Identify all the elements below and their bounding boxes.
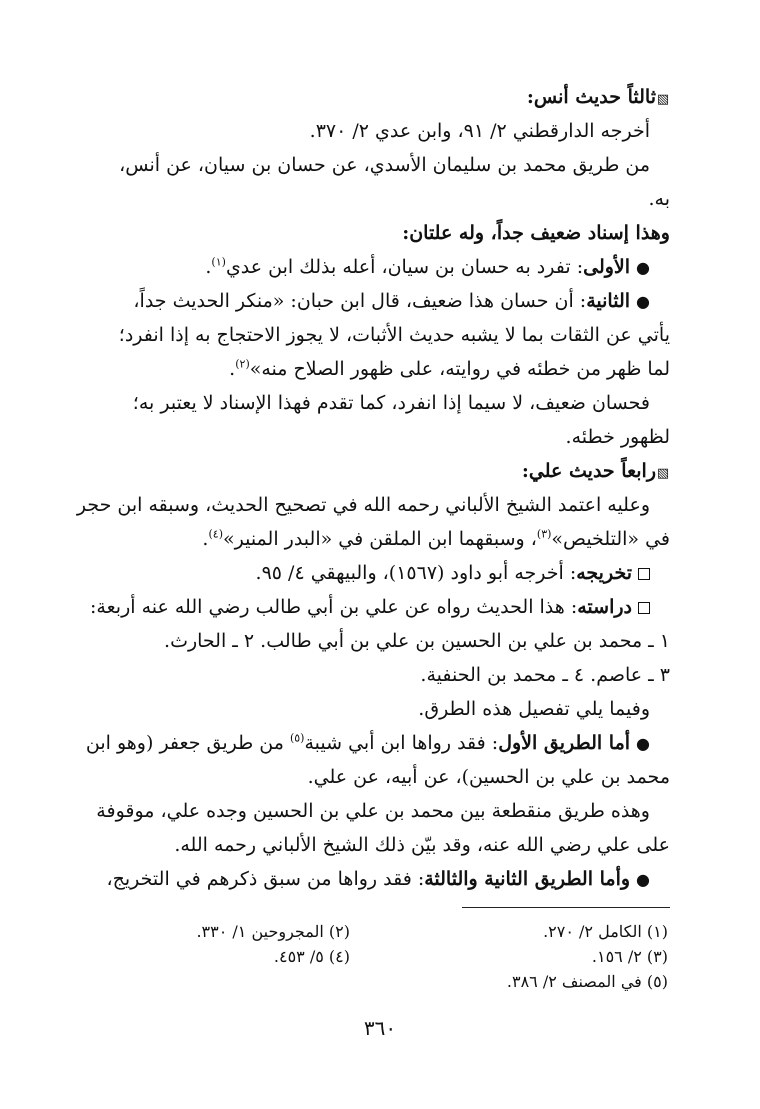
- footnote-ref: (٥): [289, 731, 305, 745]
- section-marker-icon: ▧: [656, 466, 670, 481]
- lead-term: وأما الطريق الثانية والثالثة: [424, 868, 631, 890]
- body-text: [66, 80, 670, 900]
- line-text: يأتي عن الثقات بما لا يشبه حديث الأثبات، لا يجوز الاحتجاج به إذا انفرد؛: [118, 324, 670, 346]
- line-text: : أخرجه أبو داود (١٥٦٧)، والبيهقي ٤/ ٩٥.: [255, 562, 577, 584]
- text-line: [66, 726, 670, 760]
- line-text: لما ظهر من خطئه في روايته، على ظهور الصلاح منه»: [249, 358, 670, 380]
- lead-term: دراسته: [577, 596, 632, 618]
- line-text-tail: ، وسبقهما ابن الملقن في «البدر المنير»: [222, 528, 537, 550]
- line-text: ١ ـ محمد بن علي بن الحسين بن علي بن أبي طالب. ٢ ـ الحارث.: [164, 630, 670, 652]
- text-line: [66, 182, 670, 216]
- lead-term: الأولى: [583, 256, 631, 278]
- text-line: [66, 420, 670, 454]
- text-line: [66, 590, 670, 624]
- line-text: في «التلخيص»: [551, 528, 670, 550]
- bullet-icon: ●: [636, 870, 650, 889]
- footnote-1: (١) الكامل ٢/ ٢٧٠.: [543, 922, 668, 941]
- square-bullet-icon: [638, 602, 650, 614]
- text-line: [66, 794, 670, 828]
- text-line: [66, 454, 670, 488]
- text-line: [66, 148, 670, 182]
- line-text: أخرجه الدارقطني ٢/ ٩١، وابن عدي ٢/ ٣٧٠.: [309, 120, 650, 142]
- square-bullet-icon: [638, 568, 650, 580]
- lead-term: أما الطريق الأول: [498, 732, 631, 754]
- section-marker-icon: ▧: [656, 92, 670, 107]
- footnote-3: (٣) ٢/ ١٥٦.: [591, 947, 668, 966]
- text-line: [66, 250, 670, 284]
- text-line: [66, 216, 670, 250]
- line-text: : فقد رواها من سبق ذكرهم في التخريج،: [106, 868, 425, 890]
- text-line: [66, 352, 670, 386]
- line-text: ٣ ـ عاصم. ٤ ـ محمد بن الحنفية.: [420, 664, 670, 686]
- line-text: : أن حسان هذا ضعيف، قال ابن حبان: «منكر الحديث جداً،: [133, 290, 587, 312]
- line-text: لظهور خطئه.: [565, 426, 670, 448]
- lead-term: تخريجه: [576, 562, 632, 584]
- line-text: : فقد رواها ابن أبي شيبة: [304, 732, 499, 754]
- line-text-tail: .: [205, 256, 212, 278]
- footnote-5: (٥) في المصنف ٢/ ٣٨٦.: [506, 972, 668, 991]
- line-text: وعليه اعتمد الشيخ الألباني رحمه الله في تصحيح الحديث، وسبقه ابن حجر: [76, 494, 650, 516]
- text-line: [66, 828, 670, 862]
- line-text-tail: من طريق جعفر (وهو ابن: [85, 732, 290, 754]
- bullet-icon: ●: [636, 258, 650, 277]
- line-text: به.: [648, 188, 670, 210]
- page-number: ٣٦٠: [363, 1016, 397, 1040]
- line-text: : تفرد به حسان بن سيان، أعله بذلك ابن عدي: [225, 256, 584, 278]
- line-text: ثالثاً حديث أنس:: [526, 86, 656, 108]
- text-line: [66, 556, 670, 590]
- text-line: [66, 488, 670, 522]
- footnote-ref: (٤): [208, 527, 223, 541]
- footnote-separator: [462, 907, 670, 908]
- text-line: [66, 114, 670, 148]
- line-text: رابعاً حديث علي:: [521, 460, 656, 482]
- text-line: [66, 386, 670, 420]
- line-text: فحسان ضعيف، لا سيما إذا انفرد، كما تقدم فهذا الإسناد لا يعتبر به؛: [132, 392, 650, 414]
- line-text: وهذا إسناد ضعيف جداً، وله علتان:: [402, 222, 670, 244]
- text-line: [66, 318, 670, 352]
- footnote-2: (٢) المجروحين ١/ ٣٣٠.: [196, 922, 350, 941]
- footnote-ref: (٢): [235, 357, 250, 371]
- line-text: محمد بن علي بن الحسين)، عن أبيه، عن علي.: [307, 766, 670, 788]
- line-text: وهذه طريق منقطعة بين محمد بن علي بن الحسين وجده علي، موقوفة: [96, 800, 650, 822]
- line-text: وفيما يلي تفصيل هذه الطرق.: [418, 698, 650, 720]
- bullet-icon: ●: [636, 292, 650, 311]
- text-line: [66, 522, 670, 556]
- line-text: من طريق محمد بن سليمان الأسدي، عن حسان بن سيان، عن أنس،: [119, 154, 650, 176]
- text-line: [66, 862, 670, 896]
- text-line: [66, 692, 670, 726]
- text-line: [66, 624, 670, 658]
- line-text: : هذا الحديث رواه عن علي بن أبي طالب رضي الله عنه أربعة:: [90, 596, 578, 618]
- text-line: [66, 80, 670, 114]
- lead-term: الثانية: [586, 290, 631, 312]
- bullet-icon: ●: [636, 734, 650, 753]
- line-text-tail: .: [229, 358, 236, 380]
- text-line: [66, 658, 670, 692]
- line-text-tail: .: [202, 528, 209, 550]
- footnote-ref: (١): [211, 255, 226, 269]
- footnote-ref: (٣): [536, 527, 552, 541]
- text-line: [66, 284, 670, 318]
- line-text: على علي رضي الله عنه، وقد بيّن ذلك الشيخ الألباني رحمه الله.: [174, 834, 670, 856]
- footnote-4: (٤) ٥/ ٤٥٣.: [273, 947, 350, 966]
- text-line: [66, 760, 670, 794]
